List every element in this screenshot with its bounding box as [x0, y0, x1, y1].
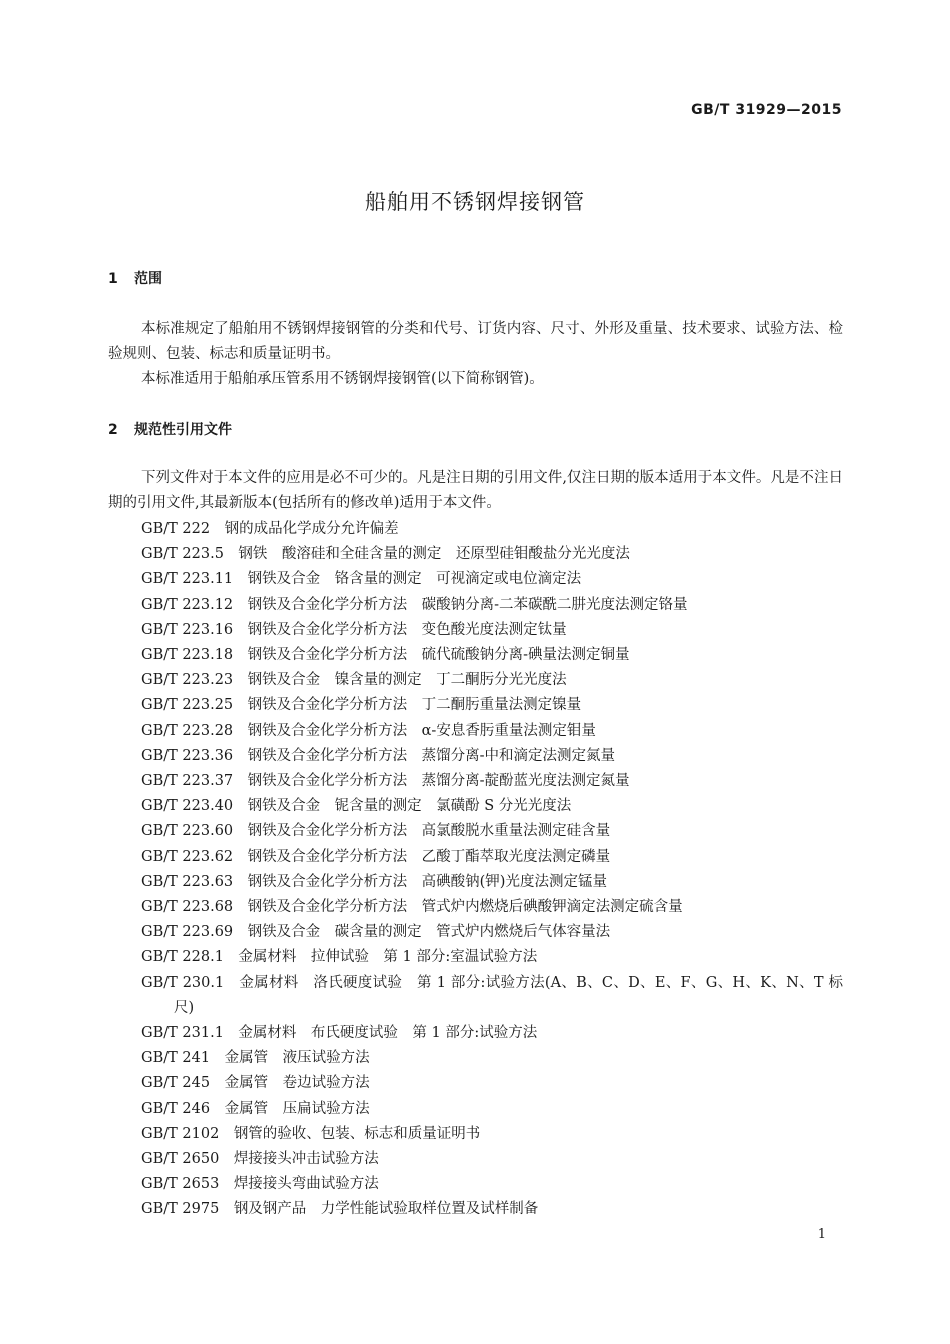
reference-item: [141, 643, 843, 668]
reference-item: [141, 1097, 843, 1122]
reference-code: GB/T 223.60: [141, 823, 234, 840]
reference-separator: [233, 697, 248, 713]
reference-item: [141, 719, 843, 744]
section-1-number: 1: [108, 271, 118, 287]
reference-title: 钢铁及合金化学分析方法 高碘酸钠(钾)光度法测定锰量: [247, 873, 607, 890]
reference-title: 金属材料 拉伸试验 第 1 部分:室温试验方法: [238, 949, 538, 966]
section-2-number: 2: [108, 422, 118, 438]
reference-separator: [224, 546, 239, 562]
reference-separator: [233, 622, 248, 638]
reference-title: 钢铁 酸溶硅和全硅含量的测定 还原型硅钼酸盐分光光度法: [238, 546, 630, 563]
reference-separator: [210, 1050, 225, 1066]
reference-code: GB/T 246: [141, 1100, 211, 1117]
reference-item: [141, 1147, 843, 1172]
reference-item: [141, 542, 843, 567]
reference-separator: [219, 1151, 234, 1167]
reference-item: [141, 517, 843, 542]
reference-title: 金属材料 洛氏硬度试验 第 1 部分:试验方法(A、B、C、D、E、F、G、H、K、N、T 标尺): [174, 974, 844, 1016]
reference-code: GB/T 223.40: [141, 798, 234, 815]
reference-code: GB/T 2653: [141, 1176, 220, 1193]
standard-code: GB/T 31929—2015: [691, 102, 842, 118]
reference-item: [141, 971, 843, 1021]
section-2-title: 规范性引用文件: [134, 422, 232, 438]
reference-title: 金属管 卷边试验方法: [224, 1075, 370, 1092]
reference-item: [141, 769, 843, 794]
reference-code: GB/T 223.11: [141, 571, 234, 588]
reference-code: GB/T 241: [141, 1050, 211, 1067]
reference-title: 钢及钢产品 力学性能试验取样位置及试样制备: [233, 1201, 539, 1218]
reference-code: GB/T 223.37: [141, 773, 234, 790]
reference-separator: [224, 975, 239, 991]
reference-item: [141, 1021, 843, 1046]
reference-item: [141, 794, 843, 819]
reference-title: 金属材料 布氏硬度试验 第 1 部分:试验方法: [238, 1025, 538, 1042]
reference-code: GB/T 223.62: [141, 848, 234, 865]
reference-title: 钢铁及合金化学分析方法 变色酸光度法测定钛量: [247, 621, 567, 638]
reference-separator: [224, 1025, 239, 1041]
reference-item: [141, 1172, 843, 1197]
reference-code: GB/T 223.18: [141, 647, 234, 664]
reference-title: 金属管 液压试验方法: [224, 1050, 370, 1067]
reference-item: [141, 819, 843, 844]
reference-separator: [233, 823, 248, 839]
reference-item: [141, 945, 843, 970]
reference-separator: [219, 1126, 234, 1142]
reference-title: 焊接接头弯曲试验方法: [233, 1176, 379, 1193]
reference-separator: [233, 899, 248, 915]
page-number: 1: [817, 1227, 826, 1242]
reference-code: GB/T 223.25: [141, 697, 234, 714]
scope-paragraph-2: 本标准适用于船舶承压管系用不锈钢焊接钢管(以下简称钢管)。: [141, 371, 544, 387]
reference-separator: [233, 597, 248, 613]
reference-title: 钢铁及合金化学分析方法 管式炉内燃烧后碘酸钾滴定法测定硫含量: [247, 899, 683, 916]
reference-title: 钢铁及合金 碳含量的测定 管式炉内燃烧后气体容量法: [247, 924, 611, 941]
reference-code: GB/T 223.63: [141, 873, 234, 890]
document-title: 船舶用不锈钢焊接钢管: [365, 190, 585, 214]
reference-item: [141, 845, 843, 870]
reference-item: [141, 870, 843, 895]
scope-paragraph-1: 本标准规定了船舶用不锈钢焊接钢管的分类和代号、订货内容、尺寸、外形及重量、技术要求、试验方法、检验规则、包装、标志和质量证明书。: [108, 321, 843, 362]
reference-title: 钢铁及合金化学分析方法 α-安息香肟重量法测定钼量: [247, 722, 596, 739]
reference-separator: [233, 723, 248, 739]
reference-separator: [233, 924, 248, 940]
reference-separator: [233, 672, 248, 688]
references-intro: 下列文件对于本文件的应用是必不可少的。凡是注日期的引用文件,仅注日期的版本适用于本文件。凡是不注日期的引用文件,其最新版本(包括所有的修改单)适用于本文件。: [108, 470, 843, 511]
reference-item: [141, 895, 843, 920]
reference-code: GB/T 2102: [141, 1125, 220, 1142]
reference-code: GB/T 223.36: [141, 747, 234, 764]
section-2-heading: [108, 419, 232, 439]
reference-code: GB/T 2975: [141, 1201, 220, 1218]
section-1-title: 范围: [134, 271, 162, 287]
reference-code: GB/T 230.1: [141, 974, 225, 991]
reference-separator: [210, 521, 225, 537]
reference-title: 钢铁及合金化学分析方法 碳酸钠分离-二苯碳酰二肼光度法测定铬量: [247, 596, 688, 613]
reference-list: [108, 517, 843, 1223]
reference-separator: [233, 798, 248, 814]
reference-code: GB/T 223.69: [141, 924, 234, 941]
reference-item: [141, 920, 843, 945]
reference-code: GB/T 223.68: [141, 899, 234, 916]
reference-code: GB/T 223.12: [141, 596, 234, 613]
reference-separator: [210, 1101, 225, 1117]
reference-title: 钢的成品化学成分允许偏差: [224, 521, 399, 537]
reference-title: 钢铁及合金化学分析方法 高氯酸脱水重量法测定硅含量: [247, 823, 611, 840]
reference-separator: [233, 571, 248, 587]
reference-item: [141, 1071, 843, 1096]
reference-title: 钢铁及合金化学分析方法 蒸馏分离-靛酚蓝光度法测定氮量: [247, 773, 630, 790]
reference-separator: [233, 849, 248, 865]
reference-item: [141, 618, 843, 643]
reference-title: 钢铁及合金 铌含量的测定 氯磺酚 S 分光光度法: [247, 798, 572, 815]
reference-title: 钢铁及合金 铬含量的测定 可视滴定或电位滴定法: [247, 571, 582, 588]
reference-code: GB/T 231.1: [141, 1025, 224, 1042]
reference-item: [141, 593, 843, 618]
reference-separator: [233, 874, 248, 890]
reference-item: [141, 1122, 843, 1147]
reference-item: [141, 693, 843, 718]
reference-code: GB/T 223.23: [141, 672, 234, 689]
reference-item: [141, 567, 843, 592]
reference-code: GB/T 223.5: [141, 546, 224, 563]
reference-code: GB/T 223.28: [141, 722, 234, 739]
reference-separator: [219, 1176, 234, 1192]
reference-title: 钢铁及合金化学分析方法 硫代硫酸钠分离-碘量法测定铜量: [247, 647, 630, 664]
reference-title: 钢铁及合金化学分析方法 丁二酮肟重量法测定镍量: [247, 697, 582, 714]
reference-separator: [233, 773, 248, 789]
reference-title: 钢铁及合金化学分析方法 乙酸丁酯萃取光度法测定磷量: [247, 848, 611, 865]
reference-title: 金属管 压扁试验方法: [224, 1100, 370, 1117]
reference-code: GB/T 2650: [141, 1151, 220, 1168]
reference-title: 钢管的验收、包装、标志和质量证明书: [233, 1125, 481, 1142]
reference-title: 钢铁及合金 镍含量的测定 丁二酮肟分光光度法: [247, 672, 567, 689]
reference-separator: [219, 1201, 234, 1217]
reference-item: [141, 1046, 843, 1071]
reference-separator: [210, 1075, 225, 1091]
reference-code: GB/T 228.1: [141, 949, 224, 966]
reference-title: 钢铁及合金化学分析方法 蒸馏分离-中和滴定法测定氮量: [247, 747, 616, 764]
reference-separator: [233, 748, 248, 764]
reference-title: 焊接接头冲击试验方法: [233, 1151, 379, 1168]
reference-item: [141, 744, 843, 769]
reference-item: [141, 1197, 843, 1222]
reference-code: GB/T 245: [141, 1075, 211, 1092]
reference-code: GB/T 222: [141, 521, 211, 537]
reference-item: [141, 668, 843, 693]
reference-separator: [224, 949, 239, 965]
section-1-heading: [108, 268, 162, 288]
reference-separator: [233, 647, 248, 663]
reference-code: GB/T 223.16: [141, 621, 234, 638]
